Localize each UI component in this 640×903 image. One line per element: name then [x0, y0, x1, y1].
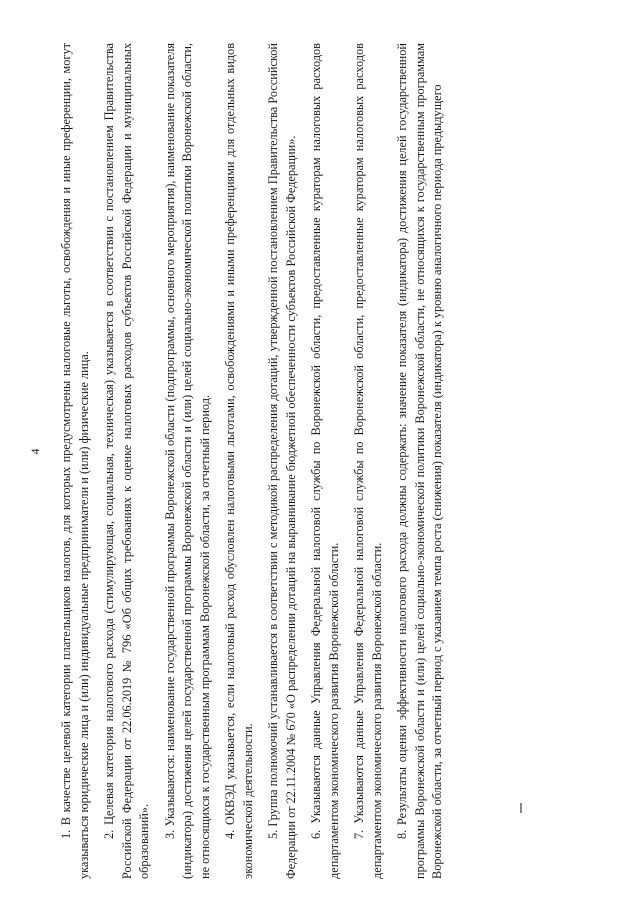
page-number: 4: [28, 448, 42, 455]
scan-artifact-mark: [520, 803, 522, 813]
footnote-paragraph-4: 4. ОКВЭД указывается, если налоговый расход обусловлен налоговыми льготами, освобождениями и иными преференциями для отдельных видов экономической деятельности.: [223, 43, 255, 879]
document-body: [58, 43, 455, 879]
footnote-paragraph-5: 5. Группа полномочий устанавливается в соответствии с методикой распределения дотаций, утвержденной постановлением Правительства Российской Федерации от 22.11.2004 № 670 «О распределении дотаций на выравнивание бюджетной обеспеченности субъектов Российской Федерации».: [266, 43, 298, 879]
footnote-paragraph-2: 2. Целевая категория налогового расхода (стимулирующая, социальная, техническая) указывается в соответствии с постановлением Правительства Российской Федерации от 22.06.2019 № 796 «Об общих требованиях к оценке налоговых расходов субъектов Российской Федерации и муниципальных образований».: [102, 43, 151, 879]
footnote-paragraph-6: 6. Указываются данные Управления Федеральной налоговой службы по Воронежской области, предоставленные кураторам налоговых расходов департаментом экономического развития Воронежской области.: [309, 43, 341, 879]
footnote-paragraph-8: 8. Результаты оценки эффективности налогового расхода должны содержать: значение показателя (индикатора) достижения целей государственной программы Воронежской области и (или) целей социально-экономической политики Воронежской области, не относящихся к государственным программам Воронежской области, за отчетный период с указанием темпа роста (снижения) показателя (индикатора) к уровню аналогичного периода предыдущего: [395, 43, 444, 879]
footnote-paragraph-3: 3. Указываются: наименование государственной программы Воронежской области (подпрограммы, основного мероприятия), наименование показателя (индикатора) достижения целей государственной программы Воронежской области и (или) целей социально-экономической политики Воронежской области, не относящихся к государственным программам Воронежской области, за отчетный период.: [162, 43, 212, 879]
footnote-paragraph-1: 1. В качестве целевой категории плательщиков налогов, для которых предусмотрены налоговые льготы, освобождения и иные преференции, могут указываться юридические лица и (или) индивидуальные предприниматели и (или) физические лица.: [59, 43, 91, 879]
footnote-paragraph-7: 7. Указываются данные Управления Федеральной налоговой службы по Воронежской области, предоставленные кураторам налоговых расходов департаментом экономического развития Воронежской области.: [352, 43, 384, 879]
